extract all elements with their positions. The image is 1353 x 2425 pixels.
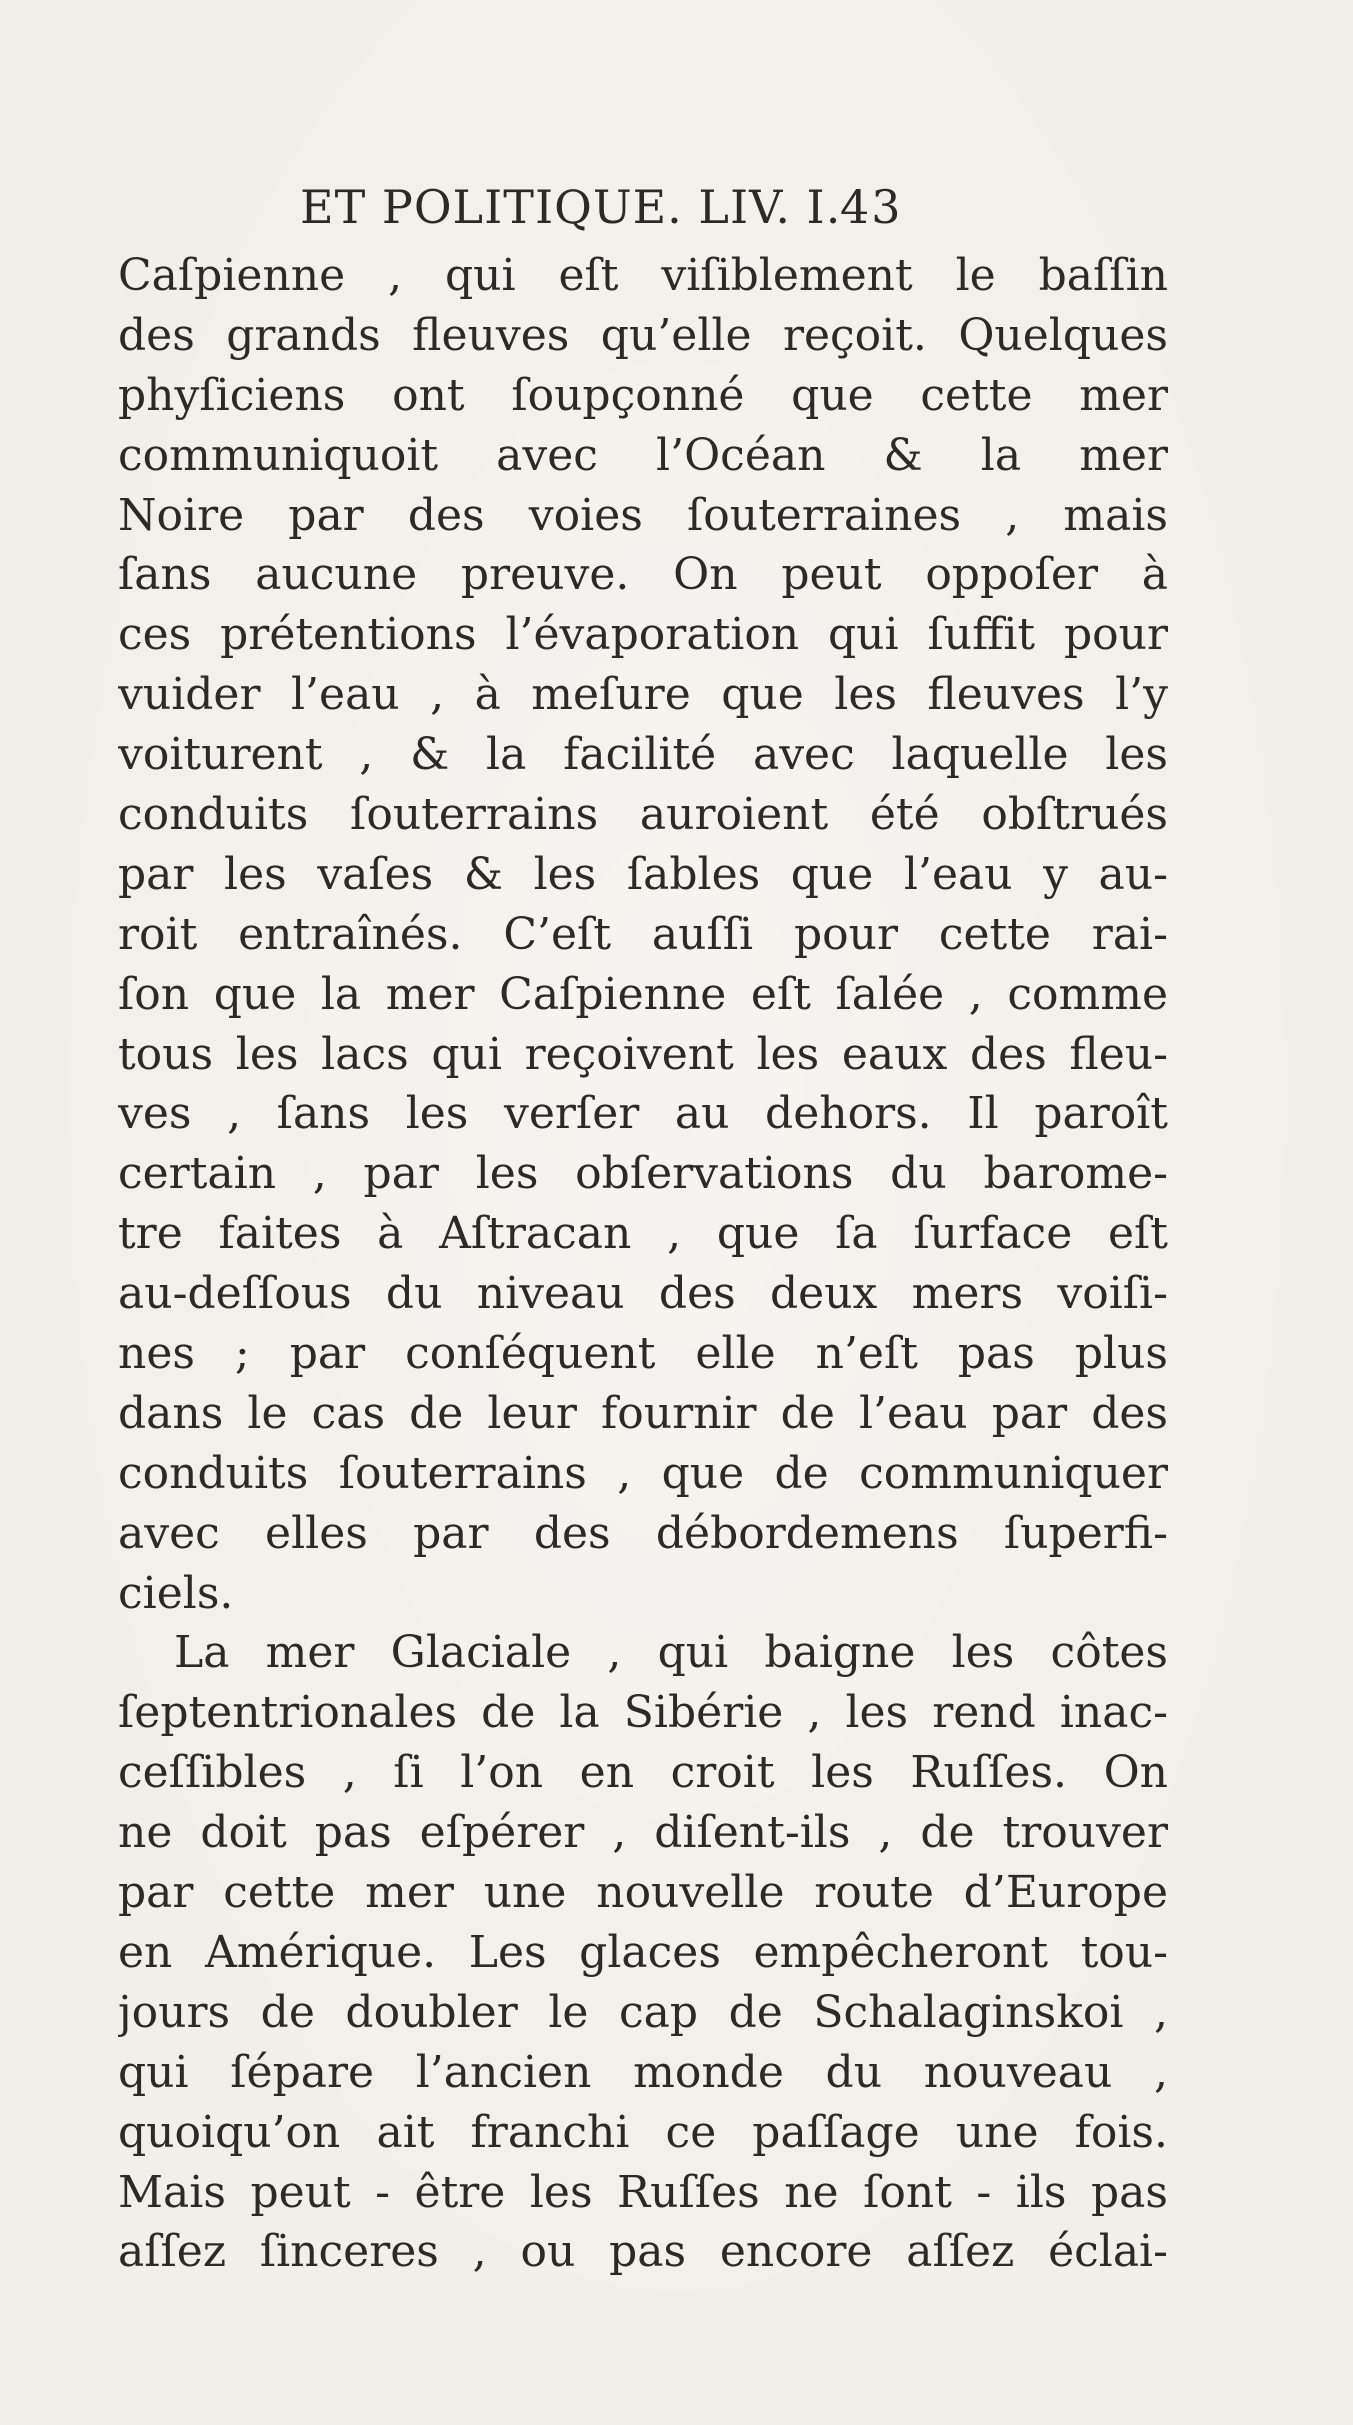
text-line: tous les lacs qui reçoivent les eaux des fleu- — [118, 1028, 1168, 1080]
text-line: des grands fleuves qu’elle reçoit. Quelques — [118, 309, 1168, 361]
text-line: ces prétentions l’évaporation qui ſuffit pour — [118, 609, 1168, 661]
text-line: ſans aucune preuve. On peut oppoſer à — [118, 549, 1168, 601]
text-line: nes ; par conſéquent elle n’eſt pas plus — [118, 1328, 1168, 1380]
text-line: Noire par des voies ſouterraines , mais — [118, 489, 1168, 541]
text-line: vuider l’eau , à meſure que les fleuves l’y — [118, 669, 1168, 721]
text-line: ſeptentrionales de la Sibérie , les rend inac- — [118, 1687, 1168, 1739]
text-line: ceſſibles , ſi l’on en croit les Ruſſes. On — [118, 1747, 1168, 1799]
body-text — [118, 246, 1168, 2282]
text-line: certain , par les obſervations du barome- — [118, 1148, 1168, 1200]
text-line: tre faites à Aſtracan , que ſa ſurface eſt — [118, 1208, 1168, 1260]
text-line: roit entraînés. C’eſt auſſi pour cette rai- — [118, 908, 1168, 960]
text-line: conduits ſouterrains , que de communiquer — [118, 1447, 1168, 1499]
text-line: aſſez ſinceres , ou pas encore aſſez éclai- — [118, 2226, 1168, 2278]
text-line: quoiqu’on ait franchi ce paſſage une fois. — [118, 2106, 1168, 2158]
text-line: phyſiciens ont ſoupçonné que cette mer — [118, 369, 1168, 421]
text-line: Mais peut - être les Ruſſes ne ſont - ils pas — [118, 2166, 1168, 2218]
text-line: ſon que la mer Caſpienne eſt ſalée , comme — [118, 968, 1168, 1020]
text-line: par cette mer une nouvelle route d’Europe — [118, 1867, 1168, 1919]
paragraph-end-line: ciels. — [118, 1567, 234, 1619]
text-line: communiquoit avec l’Océan & la mer — [118, 429, 1168, 481]
text-line: Caſpienne , qui eſt viſiblement le baſſin — [118, 250, 1168, 301]
text-line: voiturent , & la facilité avec laquelle les — [118, 729, 1168, 781]
text-line: qui ſépare l’ancien monde du nouveau , — [118, 2046, 1168, 2098]
page-number: 43 — [840, 180, 903, 234]
text-line: au-deſſous du niveau des deux mers voiſi- — [118, 1268, 1168, 1320]
paragraph-first-line: La mer Glaciale , qui baigne les côtes — [174, 1627, 1168, 1679]
text-line: par les vaſes & les ſables que l’eau y au- — [118, 848, 1168, 900]
text-line: avec elles par des débordemens ſuperfi- — [118, 1507, 1168, 1559]
text-line: ves , ſans les verſer au dehors. Il paroît — [118, 1088, 1168, 1140]
running-title: ET POLITIQUE. LIV. I. — [300, 180, 842, 234]
page-header — [300, 172, 1180, 244]
text-line: conduits ſouterrains auroient été obſtrués — [118, 789, 1168, 841]
text-line: jours de doubler le cap de Schalaginskoi , — [118, 1986, 1168, 2038]
text-line: ne doit pas eſpérer , diſent-ils , de trouver — [118, 1807, 1168, 1859]
text-line: dans le cas de leur fournir de l’eau par des — [118, 1387, 1168, 1439]
text-line: en Amérique. Les glaces empêcheront tou- — [118, 1926, 1168, 1978]
